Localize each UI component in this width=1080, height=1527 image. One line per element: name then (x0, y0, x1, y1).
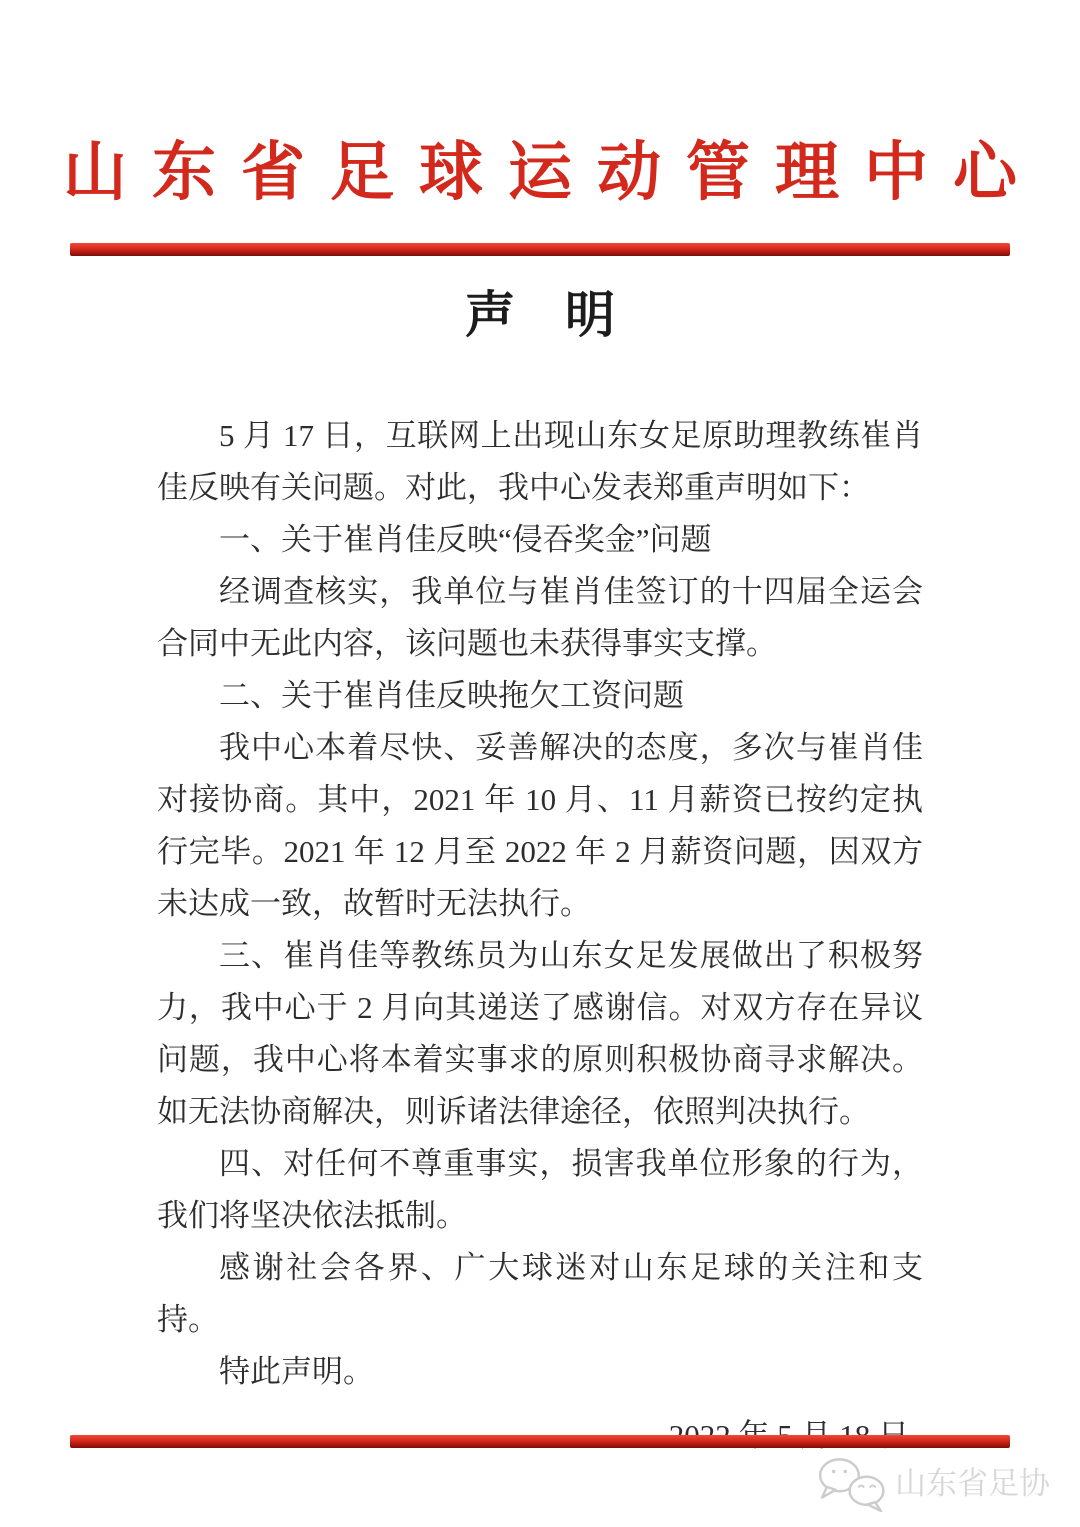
section-4-paragraph: 四、对任何不尊重事实，损害我单位形象的行为，我们将坚决依法抵制。 (157, 1146, 923, 1233)
section-1-paragraph: 经调查核实，我单位与崔肖佳签订的十四届全运会合同中无此内容，该问题也未获得事实支撑。 (157, 574, 923, 661)
closing-paragraph: 特此声明。 (219, 1354, 374, 1389)
section-3-paragraph: 三、崔肖佳等教练员为山东女足发展做出了积极努力，我中心于 2 月向其递送了感谢信。对双方存在异议问题，我中心将本着实事求的原则积极协商寻求解决。如无法协商解决，则诉诸法律途径，依照判决执行。 (157, 938, 923, 1129)
thanks-paragraph: 感谢社会各界、广大球迷对山东足球的关注和支持。 (157, 1250, 923, 1337)
watermark (815, 1456, 1050, 1512)
section-2-heading: 二、关于崔肖佳反映拖欠工资问题 (219, 678, 684, 713)
section-1-heading: 一、关于崔肖佳反映“侵吞奖金”问题 (219, 522, 712, 557)
watermark-label: 山东省足协 (895, 1466, 1050, 1502)
section-2-paragraph: 我中心本着尽快、妥善解决的态度，多次与崔肖佳对接协商。其中，2021 年 10 月、11 月薪资已按约定执行完毕。2021 年 12 月至 2022 年 2 月薪资问题，因双方未达成一致，故暂时无法执行。 (157, 730, 923, 921)
letterhead-divider (70, 243, 1010, 256)
statement-body (157, 410, 923, 1462)
intro-paragraph: 5 月 17 日，互联网上出现山东女足原助理教练崔肖佳反映有关问题。对此，我中心发表郑重声明如下： (157, 418, 923, 505)
letterhead-org-name: 山东省足球运动管理中心 (63, 137, 1042, 208)
wechat-icon (815, 1456, 889, 1512)
footer-divider (70, 1435, 1010, 1448)
statement-title: 声 明 (465, 287, 615, 343)
